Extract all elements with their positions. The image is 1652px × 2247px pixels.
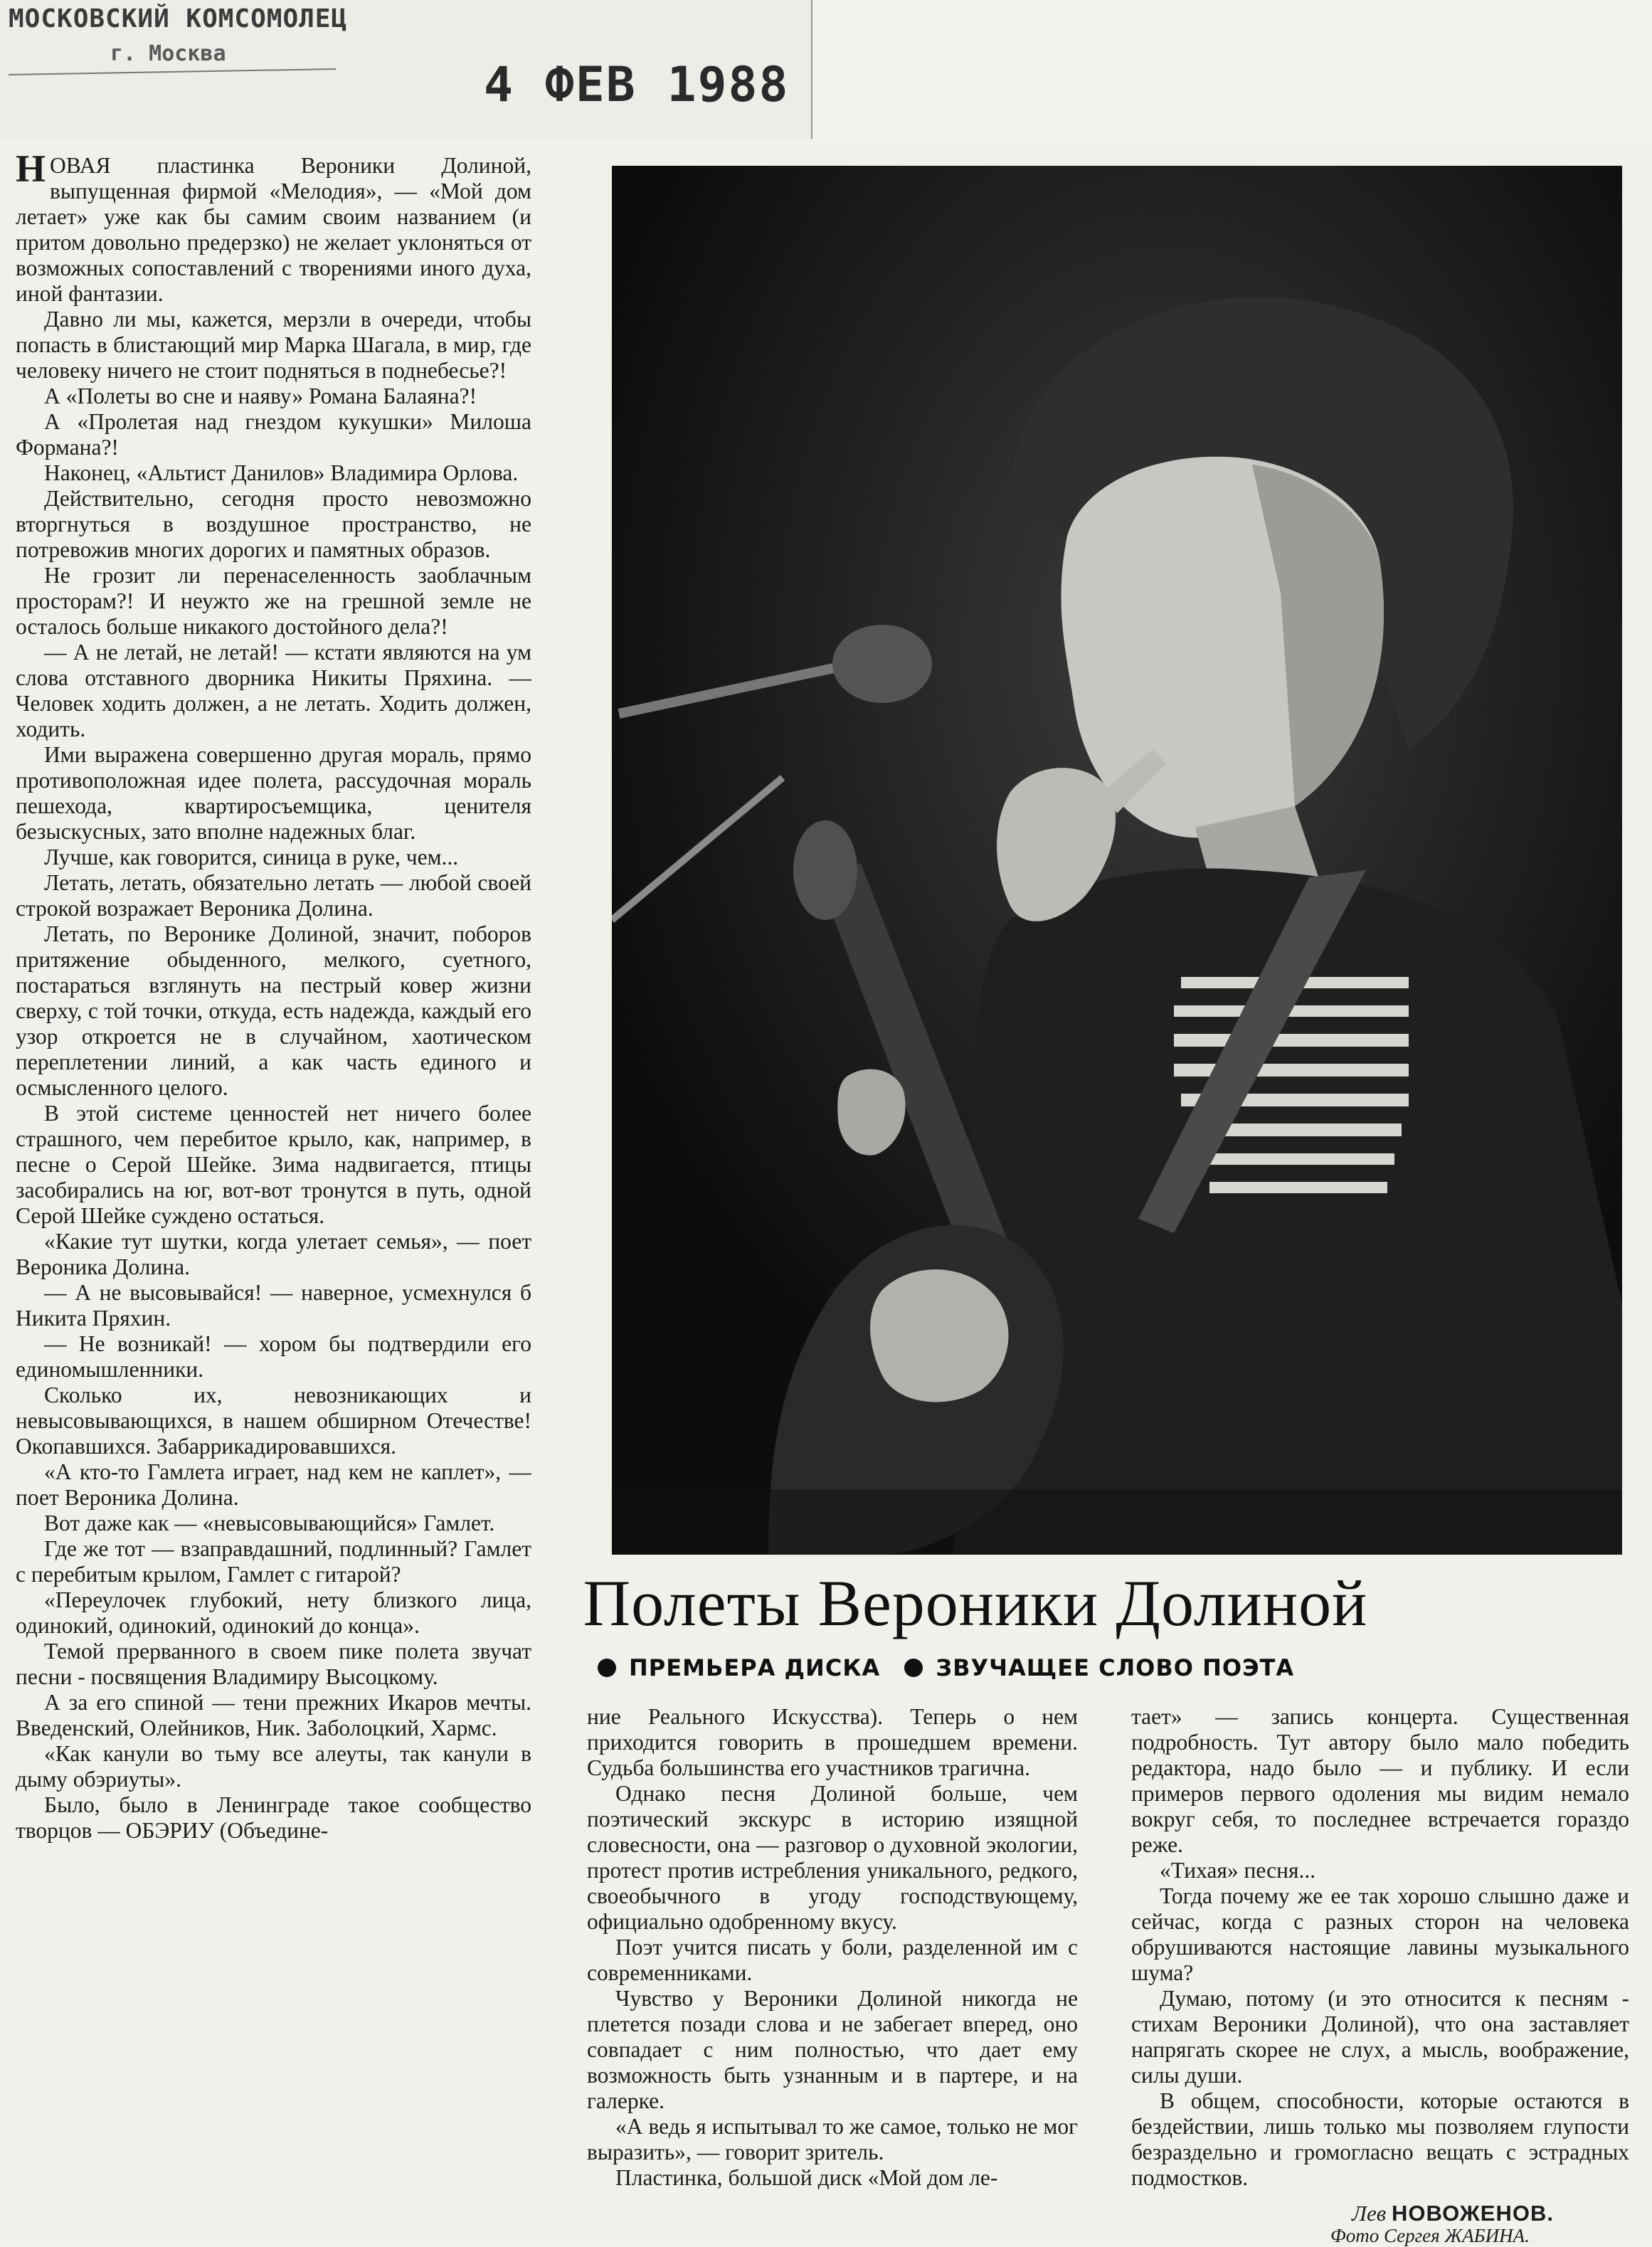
paragraph: Ими выражена совершенно другая мораль, прямо противоположная идее полета, рассудочная мораль пешехода, квартиросъемщика, ценителя безыскусных, зато вполне надежных благ. bbox=[16, 742, 531, 844]
lead-paragraph bbox=[16, 153, 531, 307]
paragraph: Действительно, сегодня просто невозможно вторгнуться в воздушное пространство, не потревожив многих дорогих и памятных образов. bbox=[16, 486, 531, 562]
paragraph: — А не высовывайся! — наверное, усмехнулся б Никита Пряхин. bbox=[16, 1280, 531, 1331]
paragraph: «А кто-то Гамлета играет, над кем не каплет», — поет Вероника Долина. bbox=[16, 1459, 531, 1510]
paragraph: Темой прерванного в своем пике полета звучат песни - посвящения Владимиру Высоцкому. bbox=[16, 1639, 531, 1689]
paragraph: Однако песня Долиной больше, чем поэтический экскурс в историю изящной словесности, она — разговор о духовной экологии, протест против истребления уникального, редкого, своеобычного в угоду господствующему, официально одобренному вкусу. bbox=[587, 1781, 1078, 1934]
article-column-1 bbox=[16, 153, 531, 2241]
newspaper-city: г. Москва bbox=[110, 41, 226, 66]
paragraph: «Какие тут шутки, когда улетает семья», — поет Вероника Долина. bbox=[16, 1229, 531, 1279]
bullet-icon bbox=[904, 1659, 923, 1677]
subtitle-item-2: ЗВУЧАЩЕЕ СЛОВО ПОЭТА bbox=[904, 1654, 1294, 1681]
paragraph: А за его спиной — тени прежних Икаров мечты. Введенский, Олейников, Ник. Заболоцкий, Хармс. bbox=[16, 1690, 531, 1740]
paragraph: Сколько их, невозникающих и невысовывающихся, в нашем обширном Отечестве! Окопавшихся. Забаррикадировавшихся. bbox=[16, 1382, 531, 1459]
paragraph: А «Полеты во сне и наяву» Романа Балаяна?! bbox=[44, 384, 477, 408]
paragraph: В общем, способности, которые остаются в бездействии, лишь только мы позволяем глупости безраздельно и громогласно вещать с эстрадных подмостков. bbox=[1131, 2088, 1629, 2190]
paragraph: Давно ли мы, кажется, мерзли в очереди, чтобы попасть в блистающий мир Марка Шагала, в мир, где человеку ничего не стоит подняться в поднебесье?! bbox=[16, 307, 531, 383]
photo-veronika-dolina bbox=[612, 166, 1622, 1555]
drop-cap: Н bbox=[16, 153, 46, 190]
paragraph: Летать, по Веронике Долиной, значит, поборов притяжение обыденного, мелкого, суетного, постараться взглянуть на пестрый ковер жизни сверху, с той точки, откуда, есть надежда, каждый его узор откроется не в случайном, хаотическом переплетении линий, а как часть единого и осмысленного целого. bbox=[16, 921, 531, 1100]
paragraph: Думаю, потому (и это относится к песням - стихам Вероники Долиной), что она заставляет напрягать скорее не слух, а мысль, воображение, силы души. bbox=[1131, 1986, 1629, 2088]
paragraph: — Не возникай! — хором бы подтвердили его единомышленники. bbox=[16, 1331, 531, 1382]
newspaper-clipping-header bbox=[0, 0, 812, 140]
article-subtitle bbox=[598, 1654, 1651, 1690]
portrait-photo-illustration bbox=[612, 166, 1622, 1555]
author-first-name: Лев bbox=[1352, 2201, 1387, 2226]
paragraph: «Тихая» песня... bbox=[1160, 1858, 1316, 1883]
column-2-first-paragraph: ние Реального Искусства). Теперь о нем приходится говорить в прошедшем времени. Судьба большинства его участников трагична. bbox=[587, 1704, 1078, 1780]
paragraph: «Как канули во тьму все алеуты, так канули в дыму обэриуты». bbox=[16, 1741, 531, 1792]
article-column-3 bbox=[1131, 1704, 1629, 2241]
author-last-name: НОВОЖЕНОВ. bbox=[1391, 2201, 1554, 2226]
paragraph: В этой системе ценностей нет ничего более страшного, чем перебитое крыло, как, например, в песне о Серой Шейке. Зима надвигается, птицы засобирались на юг, вот-вот тронутся в путь, одной Серой Шейке суждено остаться. bbox=[16, 1101, 531, 1228]
paragraph: Не грозит ли перенаселенность заоблачным просторам?! И неужто же на грешной земле не осталось больше никакого достойного дела?! bbox=[16, 563, 531, 639]
subtitle-item-1: ПРЕМЬЕРА ДИСКА bbox=[598, 1654, 880, 1681]
paragraph: Наконец, «Альтист Данилов» Владимира Орлова. bbox=[44, 460, 519, 485]
column-3-body bbox=[1131, 1858, 1629, 2191]
paragraph: Тогда почему же ее так хорошо слышно даже и сейчас, когда с разных сторон на человека обрушиваются настоящие лавины музыкального шума? bbox=[1131, 1883, 1629, 1985]
bullet-icon bbox=[598, 1659, 616, 1677]
paragraph: Вот даже как — «невысовывающийся» Гамлет. bbox=[44, 1511, 495, 1535]
paragraph: Где же тот — взаправдашний, подлинный? Гамлет с перебитым крылом, Гамлет с гитарой? bbox=[16, 1536, 531, 1587]
paragraph: Чувство у Вероники Долиной никогда не плетется позади слова и не забегает вперед, оно совпадает с ним полностью, что дает ему возможность быть узнанным и в партере, и на галерке. bbox=[587, 1986, 1078, 2113]
column-3-first-paragraph: тает» — запись концерта. Существенная подробность. Тут автору было мало победить редактора, надо было — и публику. И если примеров первого одоления мы видим немало вокруг себя, то последнее встречается гораздо реже. bbox=[1131, 1704, 1629, 1857]
lead-text: ОВАЯ пластинка Вероники Долиной, выпущенная фирмой «Мелодия», — «Мой дом летает» уже как бы самим своим названием (и притом довольно предерзко) не желает уклоняться от возможных сопоставлений с творениями иного духа, иной фантазии. bbox=[16, 153, 531, 306]
paragraph: Пластинка, большой диск «Мой дом ле- bbox=[615, 2165, 998, 2190]
photo-credit: Фото Сергея ЖАБИНА. bbox=[1330, 2225, 1530, 2246]
paragraph: Летать, летать, обязательно летать — любой своей строкой возражает Вероника Долина. bbox=[16, 870, 531, 921]
paragraph: «Переулочек глубокий, нету близкого лица, одинокий, одинокий, одинокий до конца». bbox=[16, 1587, 531, 1638]
author-signature bbox=[1352, 2201, 1554, 2226]
article-column-2 bbox=[587, 1704, 1078, 2241]
paragraph: Было, было в Ленинграде такое сообщество творцов — ОБЭРИУ (Объедине- bbox=[16, 1792, 531, 1843]
date-stamp: 4 ФЕВ 1988 bbox=[484, 57, 790, 113]
article-title: Полеты Вероники Долиной bbox=[583, 1567, 1368, 1639]
paragraph: Поэт учится писать у боли, разделенной им с современниками. bbox=[587, 1935, 1078, 1985]
paragraph: — А не летай, не летай! — кстати являются на ум слова отставного дворника Никиты Пряхина. — Человек ходить должен, а не летать. Ходить должен, ходить. bbox=[16, 640, 531, 741]
paragraph: «А ведь я испытывал то же самое, только не мог выразить», — говорит зритель. bbox=[587, 2114, 1078, 2164]
column-2-body bbox=[587, 1781, 1078, 2191]
paragraph: Лучше, как говорится, синица в руке, чем... bbox=[44, 845, 459, 869]
paragraph: А «Пролетая над гнездом кукушки» Милоша Формана?! bbox=[16, 409, 531, 460]
newspaper-name: МОСКОВСКИЙ КОМСОМОЛЕЦ bbox=[9, 4, 348, 33]
article bbox=[0, 139, 1652, 2245]
stamp-divider bbox=[9, 68, 336, 75]
